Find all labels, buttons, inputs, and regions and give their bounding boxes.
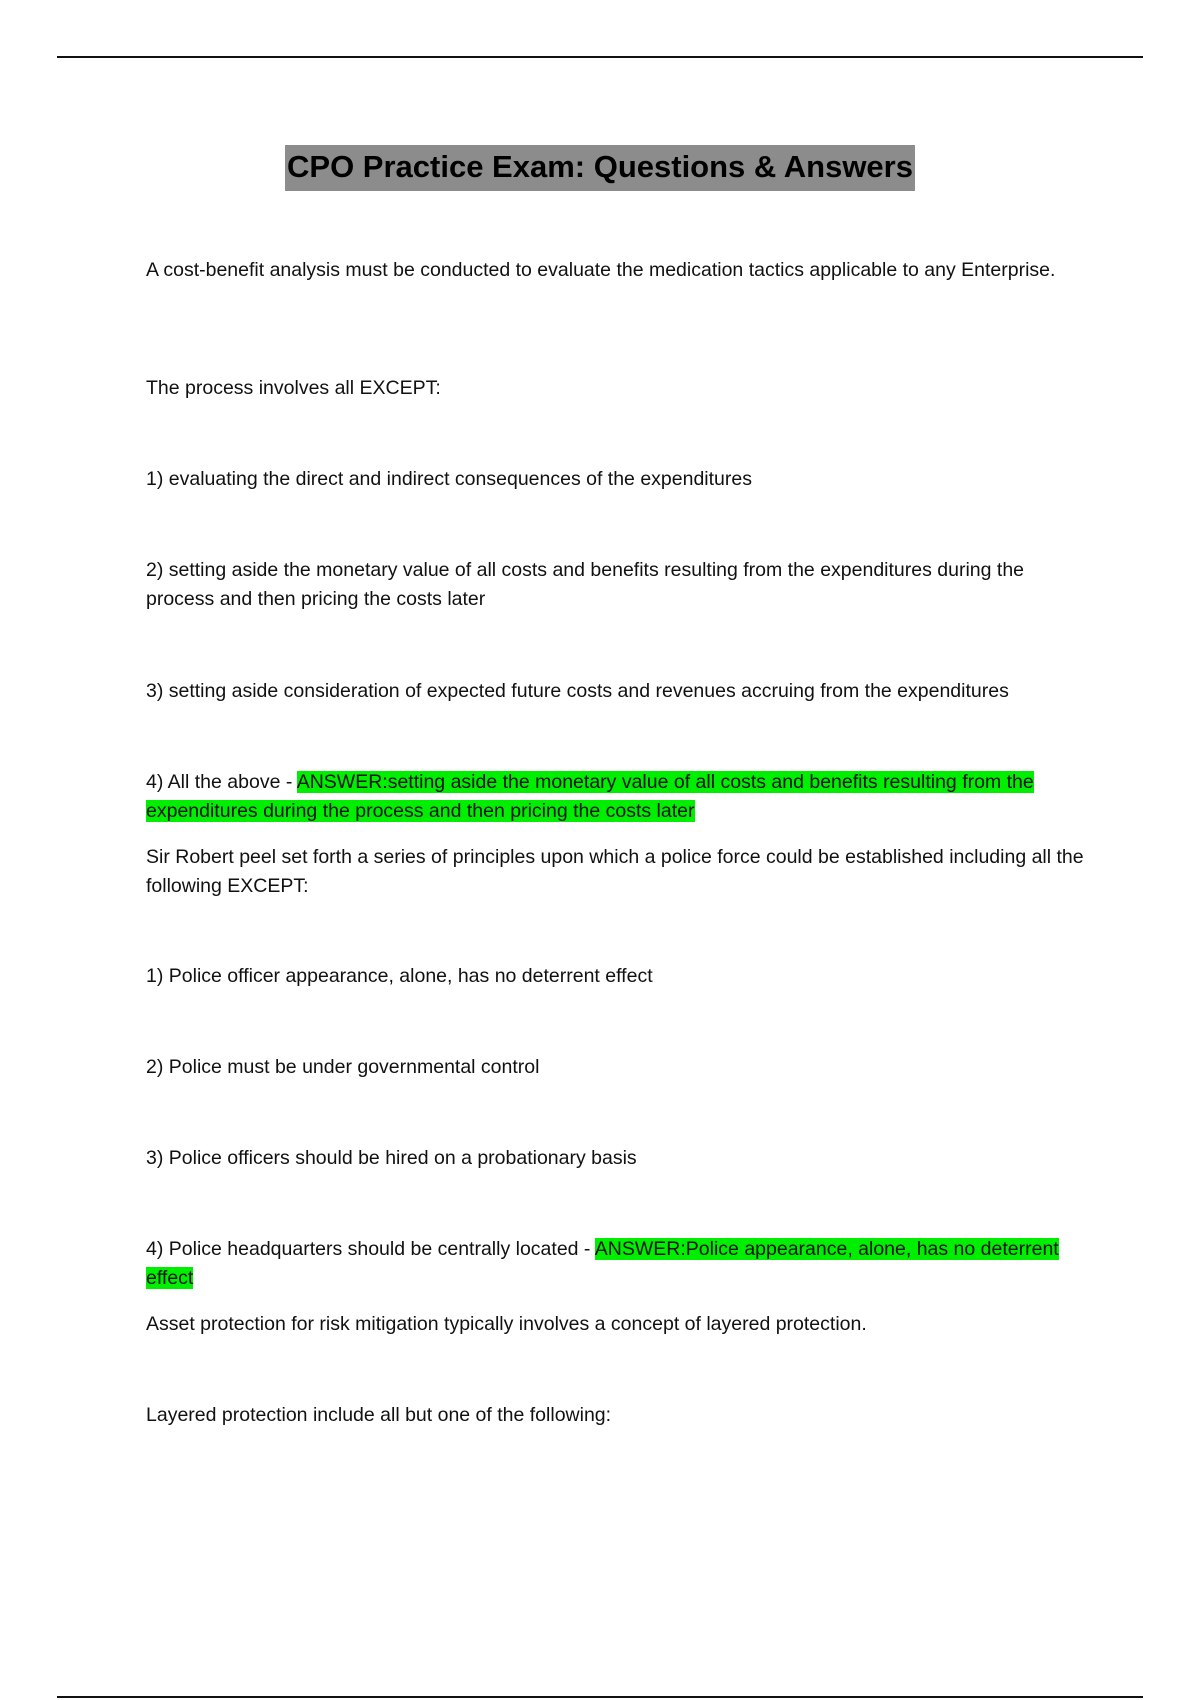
- question-2-option-1: 1) Police officer appearance, alone, has no deterrent effect: [146, 965, 653, 987]
- question-1-prompt: The process involves all EXCEPT:: [146, 377, 441, 399]
- question-1-option-4-text: 4) All the above -: [146, 771, 297, 793]
- question-1-stem: A cost-benefit analysis must be conducted to evaluate the medication tactics applicable to any Enterprise.: [146, 259, 1056, 281]
- question-3-stem: Asset protection for risk mitigation typically involves a concept of layered protection.: [146, 1313, 867, 1335]
- question-3-prompt: Layered protection include all but one of the following:: [146, 1404, 612, 1426]
- question-2-stem: Sir Robert peel set forth a series of principles upon which a police force could be established including all the following EXCEPT:: [146, 846, 1084, 897]
- question-1-option-2: 2) setting aside the monetary value of all costs and benefits resulting from the expenditures during the process and then pricing the costs later: [146, 559, 1025, 610]
- document-title: CPO Practice Exam: Questions & Answers: [285, 145, 915, 191]
- question-2-option-2: 2) Police must be under governmental control: [146, 1056, 540, 1078]
- footer-rule: [57, 1696, 1143, 1698]
- header-rule: [57, 56, 1143, 58]
- question-2-option-4-text: 4) Police headquarters should be centrally located -: [146, 1238, 595, 1260]
- question-1-option-1: 1) evaluating the direct and indirect consequences of the expenditures: [146, 468, 752, 490]
- question-1-option-4: [146, 768, 1096, 826]
- question-2-option-4: [146, 1235, 1096, 1293]
- title-container: [0, 145, 1200, 191]
- question-1-option-3: 3) setting aside consideration of expected future costs and revenues accruing from the expenditures: [146, 680, 1009, 702]
- question-2-answer-highlight: ANSWER:Police appearance, alone, has no deterrent effect: [146, 1238, 1059, 1289]
- question-2-option-3: 3) Police officers should be hired on a probationary basis: [146, 1147, 637, 1169]
- question-1-answer-highlight: ANSWER:setting aside the monetary value of all costs and benefits resulting from the expenditures during the process and then pricing the costs later: [146, 771, 1034, 822]
